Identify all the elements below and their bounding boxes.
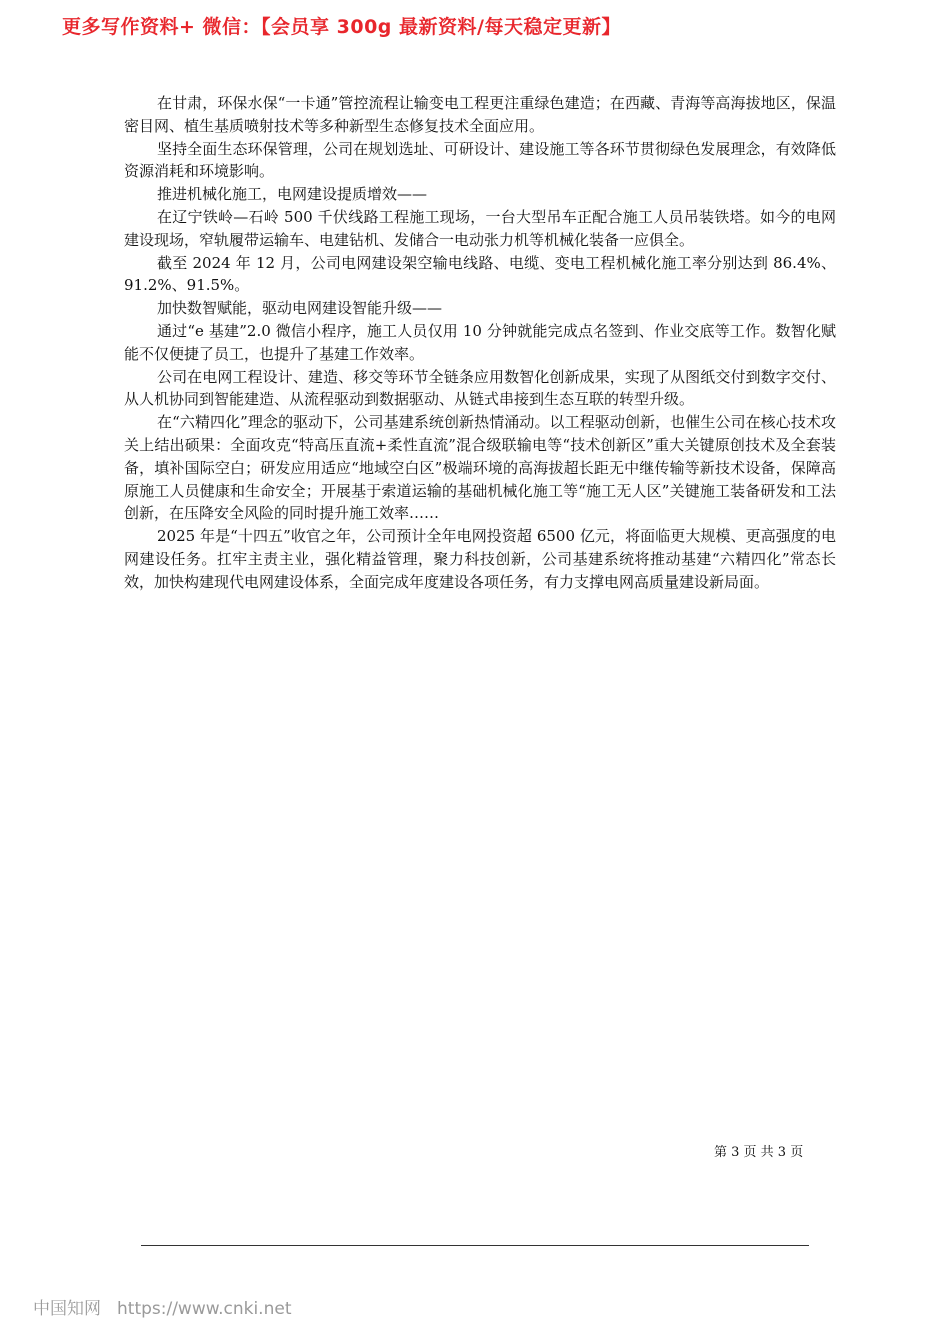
promo-banner: 更多写作资料+ 微信：【会员享 300g 最新资料/每天稳定更新】 <box>62 16 621 38</box>
section-heading: 加快数智赋能，驱动电网建设智能升级—— <box>157 299 443 318</box>
section-heading: 推进机械化施工，电网建设提质增效—— <box>157 185 428 204</box>
page-number: 第 3 页 共 3 页 <box>714 1145 804 1160</box>
paragraph: 截至 2024 年 12 月，公司电网建设架空输电线路、电缆、变电工程机械化施工率分别达到 86.4%、91.2%、91.5%。 <box>124 253 836 295</box>
watermark <box>33 1294 291 1319</box>
paragraph: 在甘肃，环保水保“一卡通”管控流程让输变电工程更注重绿色建造；在西藏、青海等高海拔地区，保温密目网、植生基质喷射技术等多种新型生态修复技术全面应用。 <box>124 94 836 135</box>
watermark-site: 中国知网 <box>33 1299 101 1319</box>
paragraph: 坚持全面生态环保管理，公司在规划选址、可研设计、建设施工等各环节贯彻绿色发展理念，有效降低资源消耗和环境影响。 <box>124 139 836 181</box>
footer-divider <box>141 1245 809 1246</box>
paragraph: 公司在电网工程设计、建造、移交等环节全链条应用数智化创新成果，实现了从图纸交付到数字交付、从人机协同到智能建造、从流程驱动到数据驱动、从链式串接到生态互联的转型升级。 <box>124 367 836 409</box>
paragraph: 通过“e 基建”2.0 微信小程序，施工人员仅用 10 分钟就能完成点名签到、作业交底等工作。数智化赋能不仅便捷了员工，也提升了基建工作效率。 <box>124 321 836 363</box>
document-body <box>124 92 836 594</box>
watermark-url: https://www.cnki.net <box>117 1299 292 1319</box>
paragraph: 在“六精四化”理念的驱动下，公司基建系统创新热情涌动。以工程驱动创新，也催生公司在核心技术攻关上结出硕果：全面攻克“特高压直流+柔性直流”混合级联输电等“技术创新区”重大关键原创技术及全套装备，填补国际空白；研发应用适应“地域空白区”极端环境的高海拔超长距无中继传输等新技术设备，保障高原施工人员健康和生命安全；开展基于索道运输的基础机械化施工等“施工无人区”关键施工装备研发和工法创新，在压降安全风险的同时提升施工效率…… <box>124 413 836 523</box>
paragraph: 2025 年是“十四五”收官之年，公司预计全年电网投资超 6500 亿元，将面临更大规模、更高强度的电网建设任务。扛牢主责主业，强化精益管理，聚力科技创新，公司基建系统将推动基建“六精四化”常态长效，加快构建现代电网建设体系，全面完成年度建设各项任务，有力支撑电网高质量建设新局面。 <box>124 527 836 591</box>
paragraph: 在辽宁铁岭—石岭 500 千伏线路工程施工现场，一台大型吊车正配合施工人员吊装铁塔。如今的电网建设现场，窄轨履带运输车、电建钻机、发储合一电动张力机等机械化装备一应俱全。 <box>124 207 836 249</box>
